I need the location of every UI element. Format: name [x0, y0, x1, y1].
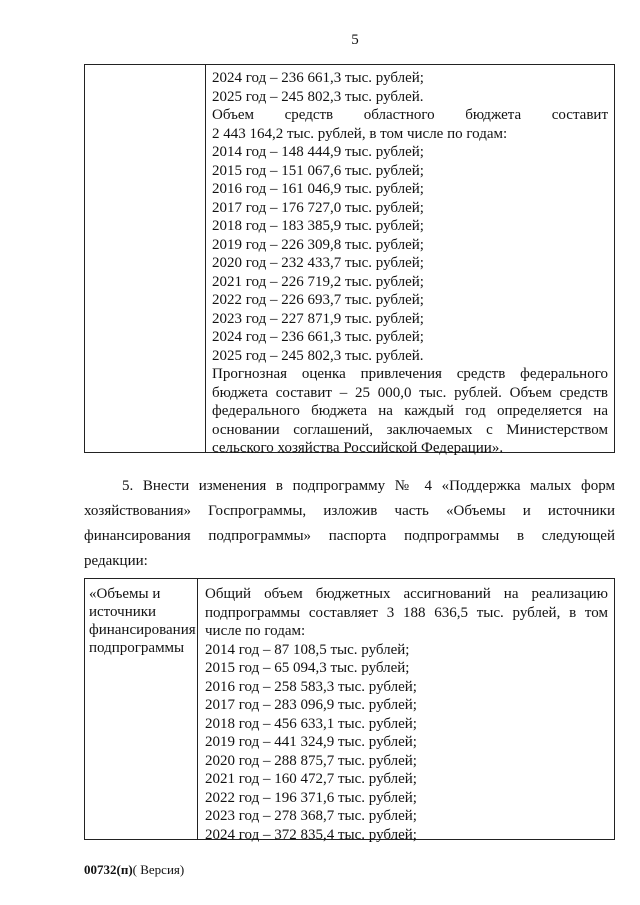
page-number: 5 [351, 32, 359, 48]
label-line: подпрограммы [89, 640, 185, 656]
year-line: 2024 год – 372 835,4 тыс. рублей; [205, 826, 417, 843]
table-left-column [85, 579, 198, 839]
year-line: 2015 год – 151 067,6 тыс. рублей; [212, 162, 424, 179]
year-line: 2018 год – 183 385,9 тыс. рублей; [212, 218, 424, 234]
funding-table-continued [84, 64, 615, 456]
label-line: «Объемы и [89, 586, 161, 602]
year-line: 2022 год – 226 693,7 тыс. рублей; [212, 292, 424, 308]
table-right-column [199, 579, 614, 843]
year-line: 2021 год – 160 472,7 тыс. рублей; [205, 771, 417, 787]
year-line: 2023 год – 278 368,7 тыс. рублей; [205, 808, 417, 824]
intro-line: Общий объем бюджетных ассигнований на реализацию [205, 586, 608, 602]
federal-line: Прогнозная оценка привлечения средств федерального [212, 366, 608, 382]
year-line: 2018 год – 456 633,1 тыс. рублей; [205, 715, 417, 732]
federal-line: бюджета составит – 25 000,0 тыс. рублей. Объем средств [212, 384, 608, 401]
federal-line: федерального бюджета на каждый год определяется на [212, 403, 608, 419]
paragraph-line: редакции: [84, 553, 148, 569]
year-line: 2023 год – 227 871,9 тыс. рублей; [212, 310, 424, 327]
year-line: 2014 год – 148 444,9 тыс. рублей; [212, 144, 424, 160]
year-line: 2025 год – 245 802,3 тыс. рублей. [212, 88, 424, 105]
year-line: 2021 год – 226 719,2 тыс. рублей; [212, 273, 424, 290]
label-line: финансирования [89, 622, 196, 638]
label-line: источники [89, 604, 157, 620]
year-line: 2019 год – 226 309,8 тыс. рублей; [212, 236, 424, 253]
year-line: 2024 год – 236 661,3 тыс. рублей; [212, 329, 424, 345]
federal-line: сельского хозяйства Российской Федерации». [212, 440, 504, 456]
table-left-column [85, 65, 206, 452]
total-line: 2 443 164,2 тыс. рублей, в том числе по годам: [212, 125, 508, 142]
intro-line: числе по годам: [205, 623, 306, 639]
justified-line: Объем средств областного бюджета составит [212, 107, 608, 123]
year-line: 2022 год – 196 371,6 тыс. рублей; [205, 789, 417, 806]
intro-line: подпрограммы составляет 3 188 636,5 тыс. рублей, в том [205, 604, 608, 621]
year-line: 2017 год – 283 096,9 тыс. рублей; [205, 697, 417, 713]
table-right-column [206, 65, 614, 456]
year-line: 2020 год – 232 433,7 тыс. рублей; [212, 255, 424, 271]
paragraph-line: 5. Внести изменения в подпрограмму № 4 «Поддержка малых форм [122, 478, 615, 494]
document-code: 00732(п) [84, 862, 133, 877]
year-line: 2014 год – 87 108,5 тыс. рублей; [205, 641, 410, 658]
funding-table-new [84, 578, 615, 843]
year-line: 2019 год – 441 324,9 тыс. рублей; [205, 734, 417, 750]
document-footer [84, 862, 184, 878]
year-line: 2020 год – 288 875,7 тыс. рублей; [205, 752, 417, 769]
year-line: 2017 год – 176 727,0 тыс. рублей; [212, 199, 424, 216]
amendment-paragraph [84, 474, 615, 574]
year-line: 2016 год – 161 046,9 тыс. рублей; [212, 181, 424, 197]
paragraph-line: финансирования подпрограммы» паспорта подпрограммы в следующей [84, 528, 615, 544]
year-line: 2016 год – 258 583,3 тыс. рублей; [205, 678, 417, 695]
year-line: 2025 год – 245 802,3 тыс. рублей. [212, 347, 424, 364]
year-line: 2024 год – 236 661,3 тыс. рублей; [212, 70, 424, 86]
federal-line: основании соглашений, заключаемых с Министерством [212, 421, 608, 438]
document-version: ( Версия) [132, 862, 185, 877]
paragraph-line: хозяйствования» Госпрограммы, изложив часть «Объемы и источники [84, 503, 615, 519]
year-line: 2015 год – 65 094,3 тыс. рублей; [205, 660, 410, 676]
